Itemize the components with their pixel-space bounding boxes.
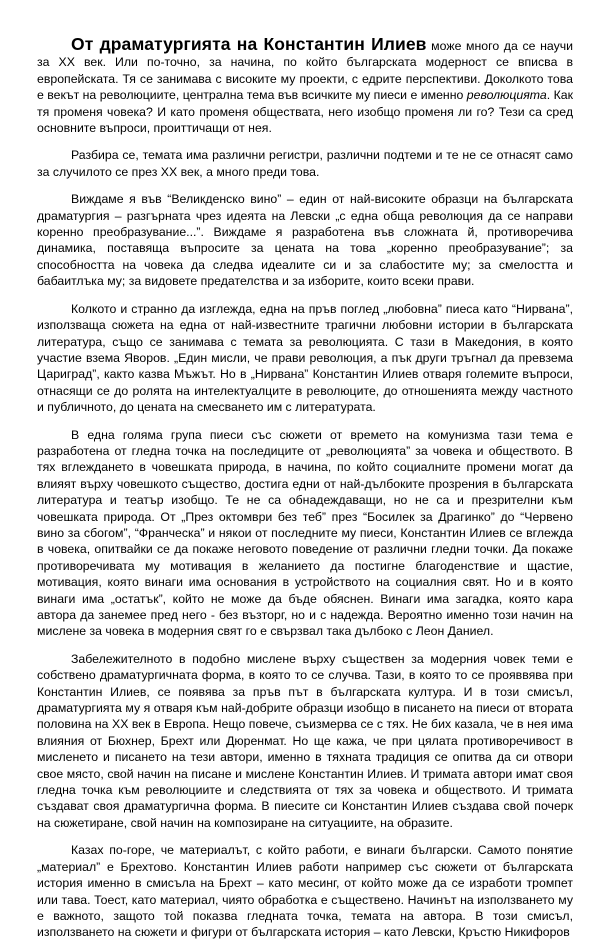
body-paragraph: Казах по-горе, че материалът, с който работи, е винаги български. Самото понятие „материал” е Брехтово. Константин Илиев работи например със сюжети от българската история именно в смисъла на Брехт – като месинг, от който може да се изработи тромпет или тава. Тоест, като материал, чиято обработка е съществено. Начинът на използването му е важното, защото той показва гледната точка, темата на автора. В този смисъл, използването на сюжети и фигури от българската история – като Левски, Кръстю Никифоров (37, 843, 573, 940)
intro-paragraph (37, 36, 573, 136)
body-paragraph: Колкото и странно да изглежда, една на пръв поглед „любовна” пиеса като “Нирвана”, използваща сюжета на една от най-известните трагични любовни истории в българската литература, също се занимава с темата за революцията. С тази в Македония, в която участие взема Яворов. „Един мисли, че прави революция, а пък други тръгнал да превзема Цариград”, както казва Мъжът. Но в „Нирвана” Константин Илиев отваря големите въпроси, отнасящи се до ролята на интелектуалците в революците, до отношенията между частното и публичното, до цената на смесването им с литературата. (37, 301, 573, 415)
body-paragraph: Виждаме я във “Великденско вино” – един от най-високите образци на българската драматургия – разгърната чрез идеята на Левски „с една обща революция да се направи коренно преобразувание...”. Виждаме я разработена във сложната й, противоречива динамика, поставяща въпросите за цената на това „коренно преобразувание”; за способността на човека да следва идеалите си и за слабостите му; за смелостта и бабаитлъка му; за видовете предателства и за изборите, които всеки прави. (37, 192, 573, 289)
body-paragraph: Забележителното в подобно мислене върху съществен за модерния човек теми е собствено драматургичната форма, в която то се случва. Тази, в която то се прояввява при Константин Илиев, се появява за пръв път в българската култура. И в този смисъл, драматургията му я отваря към най-добрите образци изобщо в писането на пиеси от втората половина на XX век в Европа. Нещо повече, съизмерва се с тях. Не бих казала, че в нея има влияния от Бюхнер, Брехт или Дюренмат. Но ще кажа, че при цялата противоречивост в мисленето и писането на тези автори, именно в тяхната традиция се опитва да си отвори свое място, свой начин на писане и мислене Константин Илиев. И тримата автори имат своя гледна точка към революциите и следствията от тях за човека и обществото. И тримата създават своя драматургична форма. В пиесите си Константин Илиев създава свой почерк на сюжетиране, свой начин на композиране на ситуациите, на образите. (37, 651, 573, 830)
intro-italic-term: революцията (466, 88, 547, 103)
body-paragraph: Разбира се, темата има различни регистри, различни подтеми и те не се отнасят само за случилото се през XX век, а много преди това. (37, 148, 573, 179)
intro-text-start: може много да се научи за XX век. Или по-точно, за начина, по който българската модерност се вписва в европейската. Тя се занимава с високите му проекти, с едрите перспективи. Доколкото това е векът на революциите, централна тема във всичките му пиеси е именно (37, 39, 573, 103)
document-title: От драматургията на Константин Илиев (71, 34, 427, 54)
intro-text-end: . Как тя променя човека? И като променя обществата, него изобщо променя ли го? Тези са сред основните въпроси, проиттичащи от нея. (37, 88, 573, 136)
body-paragraph: В една голяма група пиеси със сюжети от времето на комунизма тази тема е разработена от гледна точка на последиците от „революцията” за човека и обществото. В тях вглеждането в човешката природа, в начина, по който социалните промени могат да влияят върху човешкото същество, достига едни от най-дълбоките прозрения в българската литература и театър изобщо. Те не са обнадеждаващи, но не са и презрителни към човешката природа. От „През октомври без теб” през “Босилек за Драгинко” до “Червено вино за сбогом”, “Франческа” и някои от последните му пиеси, Константин Илиев се вглежда в човека, опитвайки се да покаже неговото поведение от различни гледни точки. Да покаже противоречивата му мотивация в желанието да постигне благоденствие и щастие, мотивация, която винаги има основания в устройството на социалния свят. Но и в която винаги има „остатък”, който не може да бъде обяснен. Винаги има загадка, която кара автора да занемее пред него - без възторг, но и с надежда. Вероятно именно този начин на мислене за човека в модерния свят го е свързвал така дълбоко с Леон Даниел. (37, 427, 573, 639)
